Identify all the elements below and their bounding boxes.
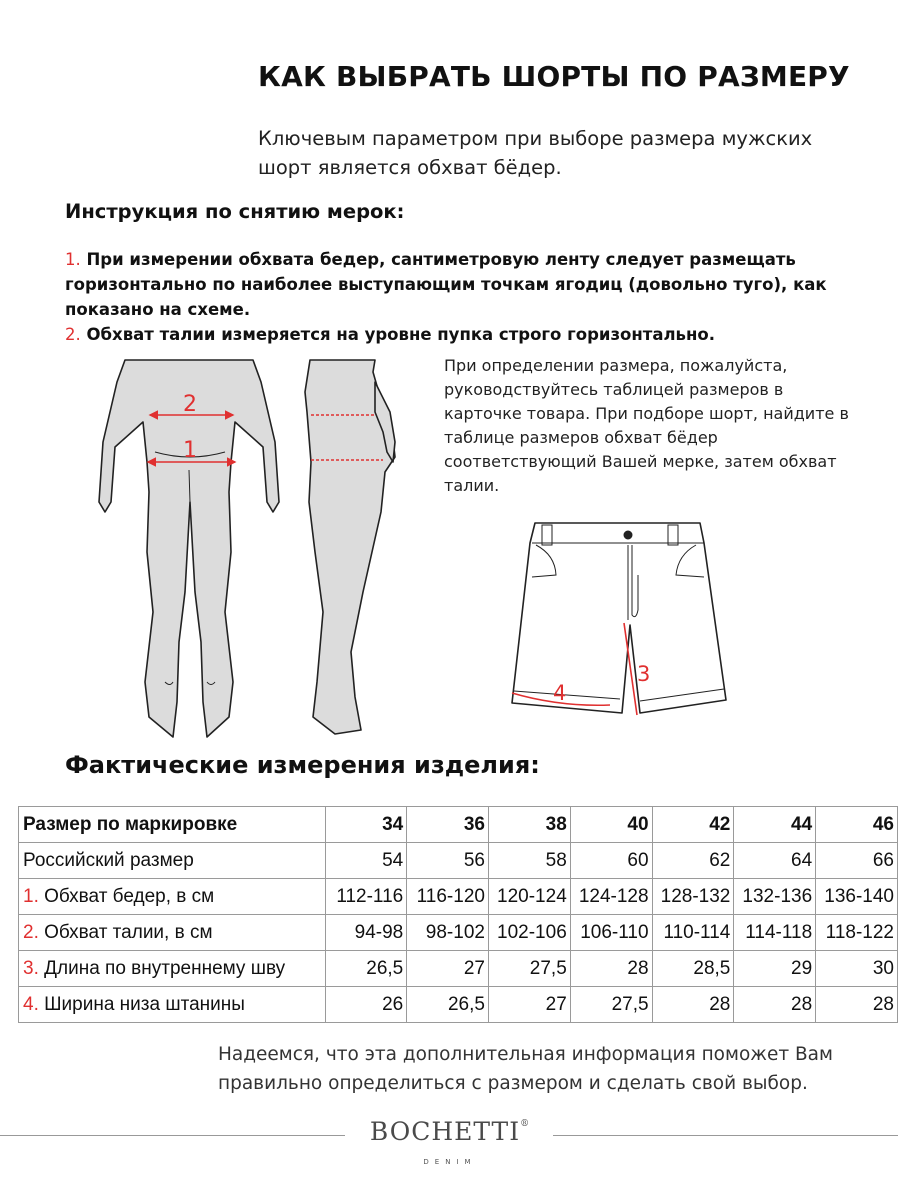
instruction-number: 1. — [65, 250, 81, 269]
table-row — [19, 879, 898, 915]
header-label: Размер по маркировке — [19, 807, 326, 843]
table-cell: 114-118 — [734, 915, 816, 951]
instruction-number: 2. — [65, 325, 81, 344]
table-cell: 27 — [488, 987, 570, 1023]
table-cell: 54 — [325, 843, 407, 879]
row-label: 1. Обхват бедер, в см — [19, 879, 326, 915]
table-cell: 27,5 — [488, 951, 570, 987]
brand-name: BOCHETTI — [369, 1117, 521, 1146]
table-cell: 27 — [407, 951, 489, 987]
table-cell: 66 — [816, 843, 898, 879]
label-leg-width: 4 — [553, 681, 567, 705]
table-cell: 26,5 — [325, 951, 407, 987]
table-cell: 28 — [652, 987, 734, 1023]
instructions-list — [65, 247, 855, 347]
table-header-row — [19, 807, 898, 843]
header-cell: 38 — [488, 807, 570, 843]
table-cell: 64 — [734, 843, 816, 879]
table-cell: 118-122 — [816, 915, 898, 951]
brand-subtitle: DENIM — [423, 1158, 477, 1166]
table-cell: 58 — [488, 843, 570, 879]
instruction-item — [65, 247, 855, 322]
table-row — [19, 843, 898, 879]
label-hips: 1 — [183, 438, 197, 463]
page-title: КАК ВЫБРАТЬ ШОРТЫ ПО РАЗМЕРУ — [258, 60, 850, 93]
row-label: Российский размер — [19, 843, 326, 879]
shorts-figure — [500, 515, 750, 725]
table-cell: 102-106 — [488, 915, 570, 951]
table-row — [19, 915, 898, 951]
logo-divider-left — [0, 1135, 345, 1136]
table-cell: 28 — [816, 987, 898, 1023]
table-cell: 136-140 — [816, 879, 898, 915]
measurements-heading: Фактические измерения изделия: — [65, 751, 540, 779]
brand-reg-mark: ® — [520, 1119, 531, 1129]
table-cell: 98-102 — [407, 915, 489, 951]
table-cell: 26,5 — [407, 987, 489, 1023]
table-cell: 106-110 — [570, 915, 652, 951]
table-cell: 28,5 — [652, 951, 734, 987]
logo-divider-right — [553, 1135, 898, 1136]
header-cell: 42 — [652, 807, 734, 843]
header-cell: 40 — [570, 807, 652, 843]
table-row — [19, 987, 898, 1023]
table-cell: 28 — [734, 987, 816, 1023]
table-row — [19, 951, 898, 987]
table-cell: 29 — [734, 951, 816, 987]
label-waist: 2 — [183, 392, 197, 417]
footer-text: Надеемся, что эта дополнительная информация поможет Вам правильно определиться с размером и сделать свой выбор. — [218, 1044, 833, 1094]
label-inseam: 3 — [637, 662, 651, 686]
table-cell: 116-120 — [407, 879, 489, 915]
size-note: При определении размера, пожалуйста, руководствуйтесь таблицей размеров в карточке товара. При подборе шорт, найдите в таблице размеров обхват бёдер соответствующий Вашей мерке, затем обхват талии. — [444, 356, 849, 495]
header-cell: 44 — [734, 807, 816, 843]
table-cell: 60 — [570, 843, 652, 879]
table-cell: 56 — [407, 843, 489, 879]
header-cell: 46 — [816, 807, 898, 843]
table-cell: 120-124 — [488, 879, 570, 915]
side-body-silhouette — [305, 360, 395, 734]
table-cell: 132-136 — [734, 879, 816, 915]
instruction-text: При измерении обхвата бедер, сантиметровую ленту следует размещать горизонтально по наиболее выступающим точкам ягодиц (довольно туго), как показано на схеме. — [65, 250, 827, 319]
table-cell: 112-116 — [325, 879, 407, 915]
table-cell: 62 — [652, 843, 734, 879]
table-cell: 30 — [816, 951, 898, 987]
table-cell: 26 — [325, 987, 407, 1023]
table-cell: 110-114 — [652, 915, 734, 951]
shorts-outline — [512, 523, 726, 713]
row-label: 2. Обхват талии, в см — [19, 915, 326, 951]
size-table — [18, 806, 898, 1023]
body-measurement-figure — [95, 352, 415, 742]
table-cell: 94-98 — [325, 915, 407, 951]
table-cell: 27,5 — [570, 987, 652, 1023]
table-cell: 124-128 — [570, 879, 652, 915]
instruction-text: Обхват талии измеряется на уровне пупка строго горизонтально. — [86, 325, 715, 344]
table-cell: 128-132 — [652, 879, 734, 915]
brand-logo — [365, 1117, 535, 1146]
instruction-item — [65, 322, 855, 347]
header-cell: 36 — [407, 807, 489, 843]
row-label: 3. Длина по внутреннему шву — [19, 951, 326, 987]
table-cell: 28 — [570, 951, 652, 987]
intro-text: Ключевым параметром при выборе размера мужских шорт является обхват бёдер. — [258, 127, 813, 179]
header-cell: 34 — [325, 807, 407, 843]
instructions-heading: Инструкция по снятию мерок: — [65, 200, 405, 223]
row-label: 4. Ширина низа штанины — [19, 987, 326, 1023]
